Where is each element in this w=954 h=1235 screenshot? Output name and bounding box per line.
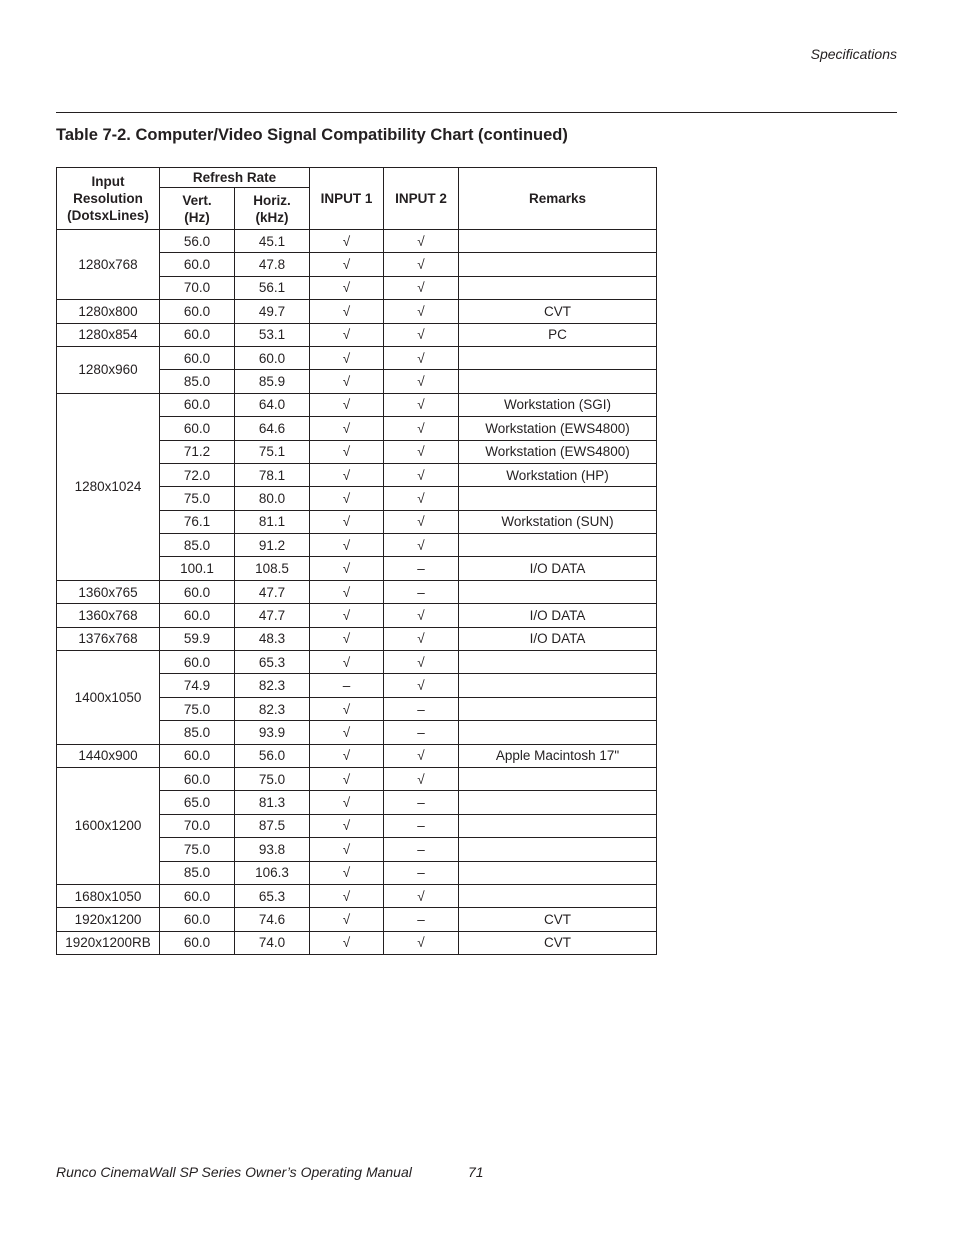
input2-cell: – [384, 697, 459, 720]
input1-cell: √ [310, 440, 384, 463]
vert-hz-cell: 60.0 [160, 908, 235, 931]
table-row [57, 627, 657, 650]
remarks-cell [459, 674, 657, 697]
table-row [57, 908, 657, 931]
input2-cell: √ [384, 463, 459, 486]
horiz-khz-cell: 82.3 [235, 674, 310, 697]
vert-hz-cell: 74.9 [160, 674, 235, 697]
table-row [57, 884, 657, 907]
horiz-khz-cell: 82.3 [235, 697, 310, 720]
input2-cell: √ [384, 744, 459, 767]
vert-hz-cell: 56.0 [160, 230, 235, 253]
vert-hz-cell: 59.9 [160, 627, 235, 650]
table-row [57, 393, 657, 416]
vert-hz-cell: 60.0 [160, 300, 235, 323]
horiz-khz-cell: 47.7 [235, 580, 310, 603]
remarks-cell [459, 230, 657, 253]
header-horiz-line2: (kHz) [255, 209, 289, 225]
remarks-cell [459, 370, 657, 393]
input2-cell: √ [384, 346, 459, 369]
remarks-cell [459, 253, 657, 276]
input2-cell: – [384, 814, 459, 837]
vert-hz-cell: 60.0 [160, 604, 235, 627]
vert-hz-cell: 72.0 [160, 463, 235, 486]
input2-cell: √ [384, 674, 459, 697]
input1-cell: √ [310, 534, 384, 557]
table-row [57, 767, 657, 790]
header-horiz [235, 188, 310, 230]
horiz-khz-cell: 56.0 [235, 744, 310, 767]
input2-cell: √ [384, 417, 459, 440]
vert-hz-cell: 71.2 [160, 440, 235, 463]
table-row [57, 744, 657, 767]
input2-cell: √ [384, 370, 459, 393]
input2-cell: – [384, 791, 459, 814]
remarks-cell [459, 580, 657, 603]
input1-cell: √ [310, 931, 384, 954]
remarks-cell: Apple Macintosh 17" [459, 744, 657, 767]
resolution-cell: 1440x900 [57, 744, 160, 767]
header-input-line1: Input [91, 174, 125, 189]
remarks-cell: Workstation (EWS4800) [459, 417, 657, 440]
remarks-cell [459, 346, 657, 369]
horiz-khz-cell: 47.8 [235, 253, 310, 276]
vert-hz-cell: 85.0 [160, 721, 235, 744]
input1-cell: √ [310, 510, 384, 533]
horiz-khz-cell: 87.5 [235, 814, 310, 837]
resolution-cell: 1280x800 [57, 300, 160, 323]
input1-cell: √ [310, 791, 384, 814]
input1-cell: √ [310, 346, 384, 369]
vert-hz-cell: 85.0 [160, 861, 235, 884]
remarks-cell: Workstation (SGI) [459, 393, 657, 416]
header-refresh-rate: Refresh Rate [160, 168, 310, 188]
remarks-cell [459, 861, 657, 884]
horiz-khz-cell: 81.3 [235, 791, 310, 814]
input2-cell: √ [384, 627, 459, 650]
horiz-khz-cell: 91.2 [235, 534, 310, 557]
remarks-cell: CVT [459, 931, 657, 954]
input1-cell: √ [310, 557, 384, 580]
header-rule [56, 112, 897, 113]
table-row [57, 230, 657, 253]
input1-cell: √ [310, 370, 384, 393]
remarks-cell: I/O DATA [459, 627, 657, 650]
resolution-cell: 1400x1050 [57, 651, 160, 745]
input2-cell: √ [384, 487, 459, 510]
remarks-cell: PC [459, 323, 657, 346]
remarks-cell [459, 838, 657, 861]
input2-cell: √ [384, 767, 459, 790]
resolution-cell: 1280x768 [57, 230, 160, 300]
remarks-cell [459, 534, 657, 557]
vert-hz-cell: 75.0 [160, 487, 235, 510]
input1-cell: √ [310, 580, 384, 603]
input2-cell: √ [384, 510, 459, 533]
horiz-khz-cell: 75.1 [235, 440, 310, 463]
input1-cell: √ [310, 487, 384, 510]
input1-cell: √ [310, 393, 384, 416]
input1-cell: √ [310, 627, 384, 650]
remarks-cell [459, 276, 657, 299]
input1-cell: √ [310, 463, 384, 486]
header-vert-line2: (Hz) [184, 209, 210, 225]
header-horiz-line1: Horiz. [253, 192, 291, 208]
header-remarks: Remarks [459, 168, 657, 230]
input2-cell: √ [384, 323, 459, 346]
compatibility-table [56, 167, 657, 955]
table-row [57, 346, 657, 369]
remarks-cell [459, 651, 657, 674]
resolution-cell: 1600x1200 [57, 767, 160, 884]
horiz-khz-cell: 53.1 [235, 323, 310, 346]
header-input-line2: Resolution [73, 191, 143, 206]
remarks-cell [459, 884, 657, 907]
horiz-khz-cell: 80.0 [235, 487, 310, 510]
resolution-cell: 1920x1200RB [57, 931, 160, 954]
resolution-cell: 1280x854 [57, 323, 160, 346]
input2-cell: – [384, 721, 459, 744]
horiz-khz-cell: 47.7 [235, 604, 310, 627]
horiz-khz-cell: 85.9 [235, 370, 310, 393]
input2-cell: √ [384, 931, 459, 954]
header-input2: INPUT 2 [384, 168, 459, 230]
vert-hz-cell: 75.0 [160, 697, 235, 720]
input2-cell: √ [384, 300, 459, 323]
table-row [57, 580, 657, 603]
input2-cell: √ [384, 253, 459, 276]
vert-hz-cell: 85.0 [160, 370, 235, 393]
input2-cell: √ [384, 276, 459, 299]
input1-cell: – [310, 674, 384, 697]
horiz-khz-cell: 81.1 [235, 510, 310, 533]
horiz-khz-cell: 106.3 [235, 861, 310, 884]
input2-cell: √ [384, 440, 459, 463]
horiz-khz-cell: 48.3 [235, 627, 310, 650]
vert-hz-cell: 70.0 [160, 814, 235, 837]
remarks-cell: I/O DATA [459, 557, 657, 580]
remarks-cell [459, 721, 657, 744]
input1-cell: √ [310, 323, 384, 346]
table-row [57, 651, 657, 674]
vert-hz-cell: 60.0 [160, 393, 235, 416]
table-row [57, 931, 657, 954]
input2-cell: √ [384, 884, 459, 907]
vert-hz-cell: 60.0 [160, 253, 235, 276]
vert-hz-cell: 60.0 [160, 931, 235, 954]
horiz-khz-cell: 60.0 [235, 346, 310, 369]
input1-cell: √ [310, 884, 384, 907]
horiz-khz-cell: 93.8 [235, 838, 310, 861]
header-input-resolution [57, 168, 160, 230]
vert-hz-cell: 60.0 [160, 744, 235, 767]
header-vert-line1: Vert. [182, 192, 212, 208]
horiz-khz-cell: 64.6 [235, 417, 310, 440]
input2-cell: – [384, 908, 459, 931]
resolution-cell: 1280x1024 [57, 393, 160, 580]
remarks-cell [459, 487, 657, 510]
vert-hz-cell: 70.0 [160, 276, 235, 299]
remarks-cell: Workstation (HP) [459, 463, 657, 486]
table-title: Table 7-2. Computer/Video Signal Compatibility Chart (continued) [56, 126, 568, 144]
table-body [57, 230, 657, 955]
vert-hz-cell: 65.0 [160, 791, 235, 814]
page-number: 71 [468, 1164, 484, 1180]
resolution-cell: 1920x1200 [57, 908, 160, 931]
header-input1: INPUT 1 [310, 168, 384, 230]
input2-cell: – [384, 580, 459, 603]
input1-cell: √ [310, 721, 384, 744]
remarks-cell: I/O DATA [459, 604, 657, 627]
horiz-khz-cell: 74.6 [235, 908, 310, 931]
input2-cell: – [384, 557, 459, 580]
input1-cell: √ [310, 230, 384, 253]
remarks-cell: CVT [459, 300, 657, 323]
horiz-khz-cell: 56.1 [235, 276, 310, 299]
resolution-cell: 1376x768 [57, 627, 160, 650]
remarks-cell: CVT [459, 908, 657, 931]
resolution-cell: 1680x1050 [57, 884, 160, 907]
input1-cell: √ [310, 604, 384, 627]
input1-cell: √ [310, 861, 384, 884]
table-row [57, 604, 657, 627]
horiz-khz-cell: 78.1 [235, 463, 310, 486]
input1-cell: √ [310, 838, 384, 861]
input1-cell: √ [310, 744, 384, 767]
vert-hz-cell: 60.0 [160, 767, 235, 790]
vert-hz-cell: 60.0 [160, 884, 235, 907]
input2-cell: – [384, 838, 459, 861]
input2-cell: √ [384, 393, 459, 416]
input2-cell: √ [384, 651, 459, 674]
remarks-cell: Workstation (EWS4800) [459, 440, 657, 463]
input1-cell: √ [310, 253, 384, 276]
input1-cell: √ [310, 651, 384, 674]
input1-cell: √ [310, 814, 384, 837]
input1-cell: √ [310, 417, 384, 440]
horiz-khz-cell: 74.0 [235, 931, 310, 954]
remarks-cell [459, 767, 657, 790]
remarks-cell [459, 697, 657, 720]
input2-cell: √ [384, 604, 459, 627]
running-header-section: Specifications [810, 46, 897, 62]
input1-cell: √ [310, 908, 384, 931]
vert-hz-cell: 75.0 [160, 838, 235, 861]
resolution-cell: 1280x960 [57, 346, 160, 393]
vert-hz-cell: 76.1 [160, 510, 235, 533]
horiz-khz-cell: 75.0 [235, 767, 310, 790]
input1-cell: √ [310, 697, 384, 720]
table-header [57, 168, 657, 230]
vert-hz-cell: 85.0 [160, 534, 235, 557]
table-row [57, 300, 657, 323]
remarks-cell: Workstation (SUN) [459, 510, 657, 533]
input2-cell: – [384, 861, 459, 884]
header-input-line3: (DotsxLines) [67, 208, 149, 223]
input1-cell: √ [310, 767, 384, 790]
remarks-cell [459, 791, 657, 814]
horiz-khz-cell: 64.0 [235, 393, 310, 416]
footer-manual-title: Runco CinemaWall SP Series Owner’s Operating Manual [56, 1164, 412, 1180]
remarks-cell [459, 814, 657, 837]
vert-hz-cell: 100.1 [160, 557, 235, 580]
horiz-khz-cell: 45.1 [235, 230, 310, 253]
input1-cell: √ [310, 276, 384, 299]
horiz-khz-cell: 108.5 [235, 557, 310, 580]
input2-cell: √ [384, 230, 459, 253]
table-row [57, 323, 657, 346]
resolution-cell: 1360x768 [57, 604, 160, 627]
resolution-cell: 1360x765 [57, 580, 160, 603]
vert-hz-cell: 60.0 [160, 651, 235, 674]
horiz-khz-cell: 93.9 [235, 721, 310, 744]
horiz-khz-cell: 49.7 [235, 300, 310, 323]
horiz-khz-cell: 65.3 [235, 651, 310, 674]
vert-hz-cell: 60.0 [160, 417, 235, 440]
horiz-khz-cell: 65.3 [235, 884, 310, 907]
vert-hz-cell: 60.0 [160, 580, 235, 603]
vert-hz-cell: 60.0 [160, 346, 235, 369]
input2-cell: √ [384, 534, 459, 557]
header-vert [160, 188, 235, 230]
input1-cell: √ [310, 300, 384, 323]
vert-hz-cell: 60.0 [160, 323, 235, 346]
